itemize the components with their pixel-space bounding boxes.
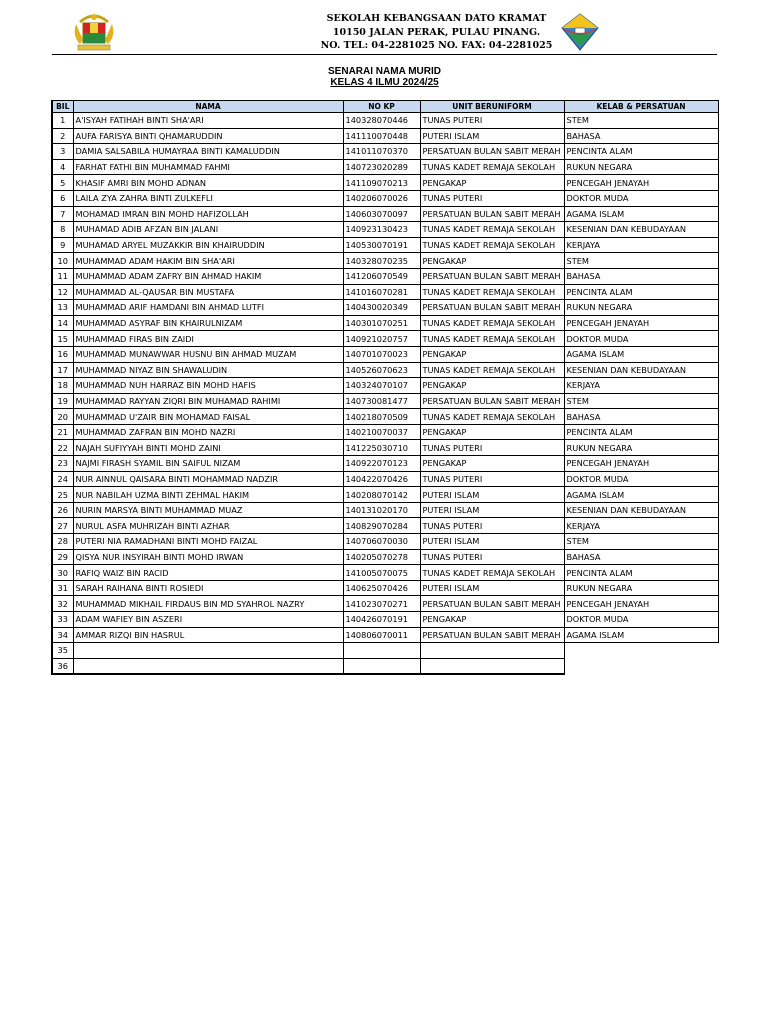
row-kelab-persatuan: KESENIAN DAN KEBUDAYAAN bbox=[564, 502, 718, 518]
row-bil: 14 bbox=[52, 315, 73, 331]
row-kelab-persatuan: KERJAYA bbox=[564, 378, 718, 394]
row-nama: MUHAMMAD U'ZAIR BIN MOHAMAD FAISAL bbox=[73, 409, 343, 425]
table-row bbox=[52, 658, 718, 674]
row-nama: AMMAR RIZQI BIN HASRUL bbox=[73, 627, 343, 643]
row-nama bbox=[73, 658, 343, 674]
row-kelab-persatuan bbox=[564, 658, 718, 674]
row-nama: NAJMI FIRASH SYAMIL BIN SAIFUL NIZAM bbox=[73, 456, 343, 472]
col-header-no-kp: NO KP bbox=[343, 101, 420, 113]
row-no-kp bbox=[343, 658, 420, 674]
table-row bbox=[52, 362, 718, 378]
row-bil: 15 bbox=[52, 331, 73, 347]
table-row bbox=[52, 378, 718, 394]
row-bil: 20 bbox=[52, 409, 73, 425]
row-bil: 23 bbox=[52, 456, 73, 472]
row-unit-beruniform: PERSATUAN BULAN SABIT MERAH bbox=[420, 393, 564, 409]
table-row bbox=[52, 534, 718, 550]
letterhead bbox=[52, 8, 717, 55]
row-nama: MUHAMMAD NIYAZ BIN SHAWALUDIN bbox=[73, 362, 343, 378]
row-nama: SARAH RAIHANA BINTI ROSIEDI bbox=[73, 580, 343, 596]
row-kelab-persatuan: PENCEGAH JENAYAH bbox=[564, 175, 718, 191]
table-row bbox=[52, 331, 718, 347]
row-bil: 5 bbox=[52, 175, 73, 191]
row-no-kp: 140829070284 bbox=[343, 518, 420, 534]
table-body bbox=[52, 113, 718, 675]
table-row bbox=[52, 409, 718, 425]
row-unit-beruniform: TUNAS PUTERI bbox=[420, 113, 564, 129]
row-unit-beruniform: PENGAKAP bbox=[420, 378, 564, 394]
row-no-kp: 141016070281 bbox=[343, 284, 420, 300]
row-kelab-persatuan: BAHASA bbox=[564, 549, 718, 565]
row-nama: NUR AINNUL QAISARA BINTI MOHAMMAD NADZIR bbox=[73, 471, 343, 487]
table-row bbox=[52, 549, 718, 565]
table-row bbox=[52, 612, 718, 628]
row-no-kp: 140923130423 bbox=[343, 222, 420, 238]
row-nama: NURIN MARSYA BINTI MUHAMMAD MUAZ bbox=[73, 502, 343, 518]
row-nama: A'ISYAH FATIHAH BINTI SHA'ARI bbox=[73, 113, 343, 129]
row-nama: PUTERI NIA RAMADHANI BINTI MOHD FAIZAL bbox=[73, 534, 343, 550]
row-no-kp: 141225030710 bbox=[343, 440, 420, 456]
row-kelab-persatuan: AGAMA ISLAM bbox=[564, 487, 718, 503]
row-bil: 29 bbox=[52, 549, 73, 565]
row-unit-beruniform: PUTERI ISLAM bbox=[420, 128, 564, 144]
row-nama: MUHAMMAD RAYYAN ZIQRI BIN MUHAMAD RAHIMI bbox=[73, 393, 343, 409]
row-nama: MUHAMMAD ADAM HAKIM BIN SHA'ARI bbox=[73, 253, 343, 269]
document-title bbox=[52, 66, 717, 88]
table-row bbox=[52, 346, 718, 362]
row-no-kp: 140730081477 bbox=[343, 393, 420, 409]
row-nama: MUHAMMAD MUNAWWAR HUSNU BIN AHMAD MUZAM bbox=[73, 346, 343, 362]
row-unit-beruniform: PERSATUAN BULAN SABIT MERAH bbox=[420, 596, 564, 612]
row-bil: 24 bbox=[52, 471, 73, 487]
table-row bbox=[52, 393, 718, 409]
table-row bbox=[52, 456, 718, 472]
row-nama: MUHAMMAD FIRAS BIN ZAIDI bbox=[73, 331, 343, 347]
row-bil: 2 bbox=[52, 128, 73, 144]
row-nama: MOHAMAD IMRAN BIN MOHD HAFIZOLLAH bbox=[73, 206, 343, 222]
row-unit-beruniform: TUNAS KADET REMAJA SEKOLAH bbox=[420, 284, 564, 300]
row-no-kp: 141110070448 bbox=[343, 128, 420, 144]
row-nama: KHASIF AMRI BIN MOHD ADNAN bbox=[73, 175, 343, 191]
table-row bbox=[52, 253, 718, 269]
row-kelab-persatuan: PENCINTA ALAM bbox=[564, 424, 718, 440]
row-no-kp: 140922070123 bbox=[343, 456, 420, 472]
row-bil: 26 bbox=[52, 502, 73, 518]
row-kelab-persatuan: AGAMA ISLAM bbox=[564, 206, 718, 222]
table-row bbox=[52, 300, 718, 316]
row-no-kp: 140210070037 bbox=[343, 424, 420, 440]
row-nama: MUHAMMAD ADAM ZAFRY BIN AHMAD HAKIM bbox=[73, 268, 343, 284]
school-logo-icon bbox=[560, 12, 600, 52]
row-bil: 36 bbox=[52, 658, 73, 674]
col-header-nama: NAMA bbox=[73, 101, 343, 113]
row-kelab-persatuan: PENCINTA ALAM bbox=[564, 144, 718, 160]
school-contact: NO. TEL: 04-2281025 NO. FAX: 04-2281025 bbox=[320, 40, 553, 51]
row-unit-beruniform: PERSATUAN BULAN SABIT MERAH bbox=[420, 268, 564, 284]
row-kelab-persatuan: PENCINTA ALAM bbox=[564, 565, 718, 581]
row-nama: NAJAH SUFIYYAH BINTI MOHD ZAINI bbox=[73, 440, 343, 456]
col-header-unit-beruniform: UNIT BERUNIFORM bbox=[420, 101, 564, 113]
table-row bbox=[52, 190, 718, 206]
row-nama bbox=[73, 643, 343, 659]
row-unit-beruniform: TUNAS KADET REMAJA SEKOLAH bbox=[420, 409, 564, 425]
row-no-kp: 140328070235 bbox=[343, 253, 420, 269]
row-bil: 11 bbox=[52, 268, 73, 284]
row-nama: AUFA FARISYA BINTI QHAMARUDDIN bbox=[73, 128, 343, 144]
row-nama: MUHAMMAD ASYRAF BIN KHAIRULNIZAM bbox=[73, 315, 343, 331]
row-nama: MUHAMMAD MIKHAIL FIRDAUS BIN MD SYAHROL NAZRY bbox=[73, 596, 343, 612]
row-unit-beruniform: TUNAS PUTERI bbox=[420, 549, 564, 565]
row-bil: 31 bbox=[52, 580, 73, 596]
row-bil: 17 bbox=[52, 362, 73, 378]
school-info bbox=[52, 12, 717, 53]
row-nama: ADAM WAFIEY BIN ASZERI bbox=[73, 612, 343, 628]
col-header-bil: BIL bbox=[52, 101, 73, 113]
row-bil: 16 bbox=[52, 346, 73, 362]
row-bil: 21 bbox=[52, 424, 73, 440]
table-row bbox=[52, 315, 718, 331]
row-nama: DAMIA SALSABILA HUMAYRAA BINTI KAMALUDDIN bbox=[73, 144, 343, 160]
row-bil: 30 bbox=[52, 565, 73, 581]
row-no-kp: 141005070075 bbox=[343, 565, 420, 581]
row-bil: 18 bbox=[52, 378, 73, 394]
table-row bbox=[52, 596, 718, 612]
row-no-kp: 140701070023 bbox=[343, 346, 420, 362]
row-kelab-persatuan: PENCEGAH JENAYAH bbox=[564, 315, 718, 331]
row-bil: 25 bbox=[52, 487, 73, 503]
row-kelab-persatuan: KERJAYA bbox=[564, 518, 718, 534]
table-row bbox=[52, 159, 718, 175]
row-unit-beruniform: TUNAS PUTERI bbox=[420, 471, 564, 487]
row-kelab-persatuan: PENCEGAH JENAYAH bbox=[564, 456, 718, 472]
school-address: 10150 JALAN PERAK, PULAU PINANG. bbox=[332, 26, 541, 38]
row-bil: 34 bbox=[52, 627, 73, 643]
row-bil: 6 bbox=[52, 190, 73, 206]
row-kelab-persatuan: DOKTOR MUDA bbox=[564, 190, 718, 206]
table-row bbox=[52, 113, 718, 129]
table-row bbox=[52, 175, 718, 191]
row-kelab-persatuan: BAHASA bbox=[564, 128, 718, 144]
row-no-kp: 140328070446 bbox=[343, 113, 420, 129]
row-unit-beruniform: TUNAS PUTERI bbox=[420, 440, 564, 456]
row-kelab-persatuan: STEM bbox=[564, 393, 718, 409]
row-bil: 9 bbox=[52, 237, 73, 253]
row-unit-beruniform bbox=[420, 643, 564, 659]
row-nama: RAFIQ WAIZ BIN RACID bbox=[73, 565, 343, 581]
row-nama: MUHAMMAD ARIF HAMDANI BIN AHMAD LUTFI bbox=[73, 300, 343, 316]
table-row bbox=[52, 284, 718, 300]
table-row bbox=[52, 518, 718, 534]
row-unit-beruniform: PENGAKAP bbox=[420, 424, 564, 440]
row-unit-beruniform: TUNAS KADET REMAJA SEKOLAH bbox=[420, 331, 564, 347]
row-unit-beruniform: TUNAS PUTERI bbox=[420, 190, 564, 206]
row-unit-beruniform: PENGAKAP bbox=[420, 175, 564, 191]
table-row bbox=[52, 440, 718, 456]
school-name: SEKOLAH KEBANGSAAN DATO KRAMAT bbox=[326, 13, 547, 24]
row-kelab-persatuan: BAHASA bbox=[564, 409, 718, 425]
row-no-kp: 140206070026 bbox=[343, 190, 420, 206]
row-no-kp: 140526070623 bbox=[343, 362, 420, 378]
row-nama: MUHAMAD ADIB AFZAN BIN JALANI bbox=[73, 222, 343, 238]
row-kelab-persatuan: DOKTOR MUDA bbox=[564, 331, 718, 347]
row-kelab-persatuan: DOKTOR MUDA bbox=[564, 612, 718, 628]
table-row bbox=[52, 222, 718, 238]
row-no-kp: 141206070549 bbox=[343, 268, 420, 284]
row-kelab-persatuan: RUKUN NEGARA bbox=[564, 300, 718, 316]
title-line1: SENARAI NAMA MURID bbox=[328, 66, 441, 77]
row-nama: NUR NABILAH UZMA BINTI ZEHMAL HAKIM bbox=[73, 487, 343, 503]
row-bil: 22 bbox=[52, 440, 73, 456]
row-no-kp: 140324070107 bbox=[343, 378, 420, 394]
row-no-kp: 140625070426 bbox=[343, 580, 420, 596]
row-nama: LAILA ZYA ZAHRA BINTI ZULKEFLI bbox=[73, 190, 343, 206]
table-row bbox=[52, 580, 718, 596]
row-unit-beruniform: TUNAS KADET REMAJA SEKOLAH bbox=[420, 362, 564, 378]
row-kelab-persatuan: RUKUN NEGARA bbox=[564, 159, 718, 175]
row-unit-beruniform: PUTERI ISLAM bbox=[420, 580, 564, 596]
row-kelab-persatuan: AGAMA ISLAM bbox=[564, 627, 718, 643]
row-bil: 8 bbox=[52, 222, 73, 238]
row-no-kp: 140806070011 bbox=[343, 627, 420, 643]
row-kelab-persatuan: STEM bbox=[564, 253, 718, 269]
row-kelab-persatuan: RUKUN NEGARA bbox=[564, 580, 718, 596]
row-kelab-persatuan: KERJAYA bbox=[564, 237, 718, 253]
row-unit-beruniform: TUNAS KADET REMAJA SEKOLAH bbox=[420, 565, 564, 581]
row-unit-beruniform: TUNAS KADET REMAJA SEKOLAH bbox=[420, 237, 564, 253]
row-bil: 4 bbox=[52, 159, 73, 175]
row-no-kp: 140723020289 bbox=[343, 159, 420, 175]
row-kelab-persatuan bbox=[564, 643, 718, 659]
row-no-kp: 140131020170 bbox=[343, 502, 420, 518]
row-bil: 32 bbox=[52, 596, 73, 612]
row-bil: 13 bbox=[52, 300, 73, 316]
row-unit-beruniform: PENGAKAP bbox=[420, 253, 564, 269]
row-unit-beruniform bbox=[420, 658, 564, 674]
row-nama: MUHAMMAD AL-QAUSAR BIN MUSTAFA bbox=[73, 284, 343, 300]
row-kelab-persatuan: RUKUN NEGARA bbox=[564, 440, 718, 456]
row-unit-beruniform: PERSATUAN BULAN SABIT MERAH bbox=[420, 627, 564, 643]
row-no-kp: 140530070191 bbox=[343, 237, 420, 253]
row-nama: QISYA NUR INSYIRAH BINTI MOHD IRWAN bbox=[73, 549, 343, 565]
table-header bbox=[52, 101, 718, 113]
row-unit-beruniform: TUNAS KADET REMAJA SEKOLAH bbox=[420, 159, 564, 175]
row-no-kp: 140205070278 bbox=[343, 549, 420, 565]
row-no-kp bbox=[343, 643, 420, 659]
row-kelab-persatuan: KESENIAN DAN KEBUDAYAAN bbox=[564, 222, 718, 238]
row-bil: 35 bbox=[52, 643, 73, 659]
row-unit-beruniform: PENGAKAP bbox=[420, 612, 564, 628]
row-unit-beruniform: PENGAKAP bbox=[420, 346, 564, 362]
row-no-kp: 141109070213 bbox=[343, 175, 420, 191]
row-kelab-persatuan: AGAMA ISLAM bbox=[564, 346, 718, 362]
row-unit-beruniform: TUNAS PUTERI bbox=[420, 518, 564, 534]
title-line2: KELAS 4 ILMU 2024/25 bbox=[330, 77, 439, 88]
table-row bbox=[52, 144, 718, 160]
row-nama: MUHAMAD ARYEL MUZAKKIR BIN KHAIRUDDIN bbox=[73, 237, 343, 253]
row-kelab-persatuan: STEM bbox=[564, 113, 718, 129]
row-bil: 28 bbox=[52, 534, 73, 550]
row-unit-beruniform: PENGAKAP bbox=[420, 456, 564, 472]
table-row bbox=[52, 502, 718, 518]
row-bil: 19 bbox=[52, 393, 73, 409]
row-no-kp: 140301070251 bbox=[343, 315, 420, 331]
row-unit-beruniform: TUNAS KADET REMAJA SEKOLAH bbox=[420, 222, 564, 238]
table-row bbox=[52, 268, 718, 284]
row-nama: NURUL ASFA MUHRIZAH BINTI AZHAR bbox=[73, 518, 343, 534]
row-kelab-persatuan: PENCINTA ALAM bbox=[564, 284, 718, 300]
table-row bbox=[52, 237, 718, 253]
row-no-kp: 140426070191 bbox=[343, 612, 420, 628]
row-kelab-persatuan: STEM bbox=[564, 534, 718, 550]
table-row bbox=[52, 471, 718, 487]
row-unit-beruniform: TUNAS KADET REMAJA SEKOLAH bbox=[420, 315, 564, 331]
row-no-kp: 140921020757 bbox=[343, 331, 420, 347]
row-unit-beruniform: PERSATUAN BULAN SABIT MERAH bbox=[420, 144, 564, 160]
col-header-kelab-persatuan: KELAB & PERSATUAN bbox=[564, 101, 718, 113]
table-row bbox=[52, 643, 718, 659]
table-row bbox=[52, 424, 718, 440]
table-row bbox=[52, 565, 718, 581]
row-unit-beruniform: PUTERI ISLAM bbox=[420, 502, 564, 518]
row-no-kp: 141023070271 bbox=[343, 596, 420, 612]
row-bil: 7 bbox=[52, 206, 73, 222]
table-row bbox=[52, 627, 718, 643]
row-unit-beruniform: PUTERI ISLAM bbox=[420, 487, 564, 503]
student-table bbox=[51, 100, 719, 675]
row-no-kp: 141011070370 bbox=[343, 144, 420, 160]
row-bil: 27 bbox=[52, 518, 73, 534]
row-unit-beruniform: PERSATUAN BULAN SABIT MERAH bbox=[420, 206, 564, 222]
row-kelab-persatuan: PENCEGAH JENAYAH bbox=[564, 596, 718, 612]
row-kelab-persatuan: KESENIAN DAN KEBUDAYAAN bbox=[564, 362, 718, 378]
row-no-kp: 140218070509 bbox=[343, 409, 420, 425]
row-nama: MUHAMMAD NUH HARRAZ BIN MOHD HAFIS bbox=[73, 378, 343, 394]
row-no-kp: 140706070030 bbox=[343, 534, 420, 550]
row-no-kp: 140208070142 bbox=[343, 487, 420, 503]
row-bil: 10 bbox=[52, 253, 73, 269]
row-no-kp: 140430020349 bbox=[343, 300, 420, 316]
row-no-kp: 140603070097 bbox=[343, 206, 420, 222]
table-row bbox=[52, 206, 718, 222]
row-bil: 12 bbox=[52, 284, 73, 300]
row-kelab-persatuan: DOKTOR MUDA bbox=[564, 471, 718, 487]
row-bil: 1 bbox=[52, 113, 73, 129]
table-row bbox=[52, 487, 718, 503]
row-no-kp: 140422070426 bbox=[343, 471, 420, 487]
row-unit-beruniform: PERSATUAN BULAN SABIT MERAH bbox=[420, 300, 564, 316]
row-bil: 3 bbox=[52, 144, 73, 160]
row-kelab-persatuan: BAHASA bbox=[564, 268, 718, 284]
row-unit-beruniform: PUTERI ISLAM bbox=[420, 534, 564, 550]
row-nama: FARHAT FATHI BIN MUHAMMAD FAHMI bbox=[73, 159, 343, 175]
row-bil: 33 bbox=[52, 612, 73, 628]
table-row bbox=[52, 128, 718, 144]
row-nama: MUHAMMAD ZAFRAN BIN MOHD NAZRI bbox=[73, 424, 343, 440]
